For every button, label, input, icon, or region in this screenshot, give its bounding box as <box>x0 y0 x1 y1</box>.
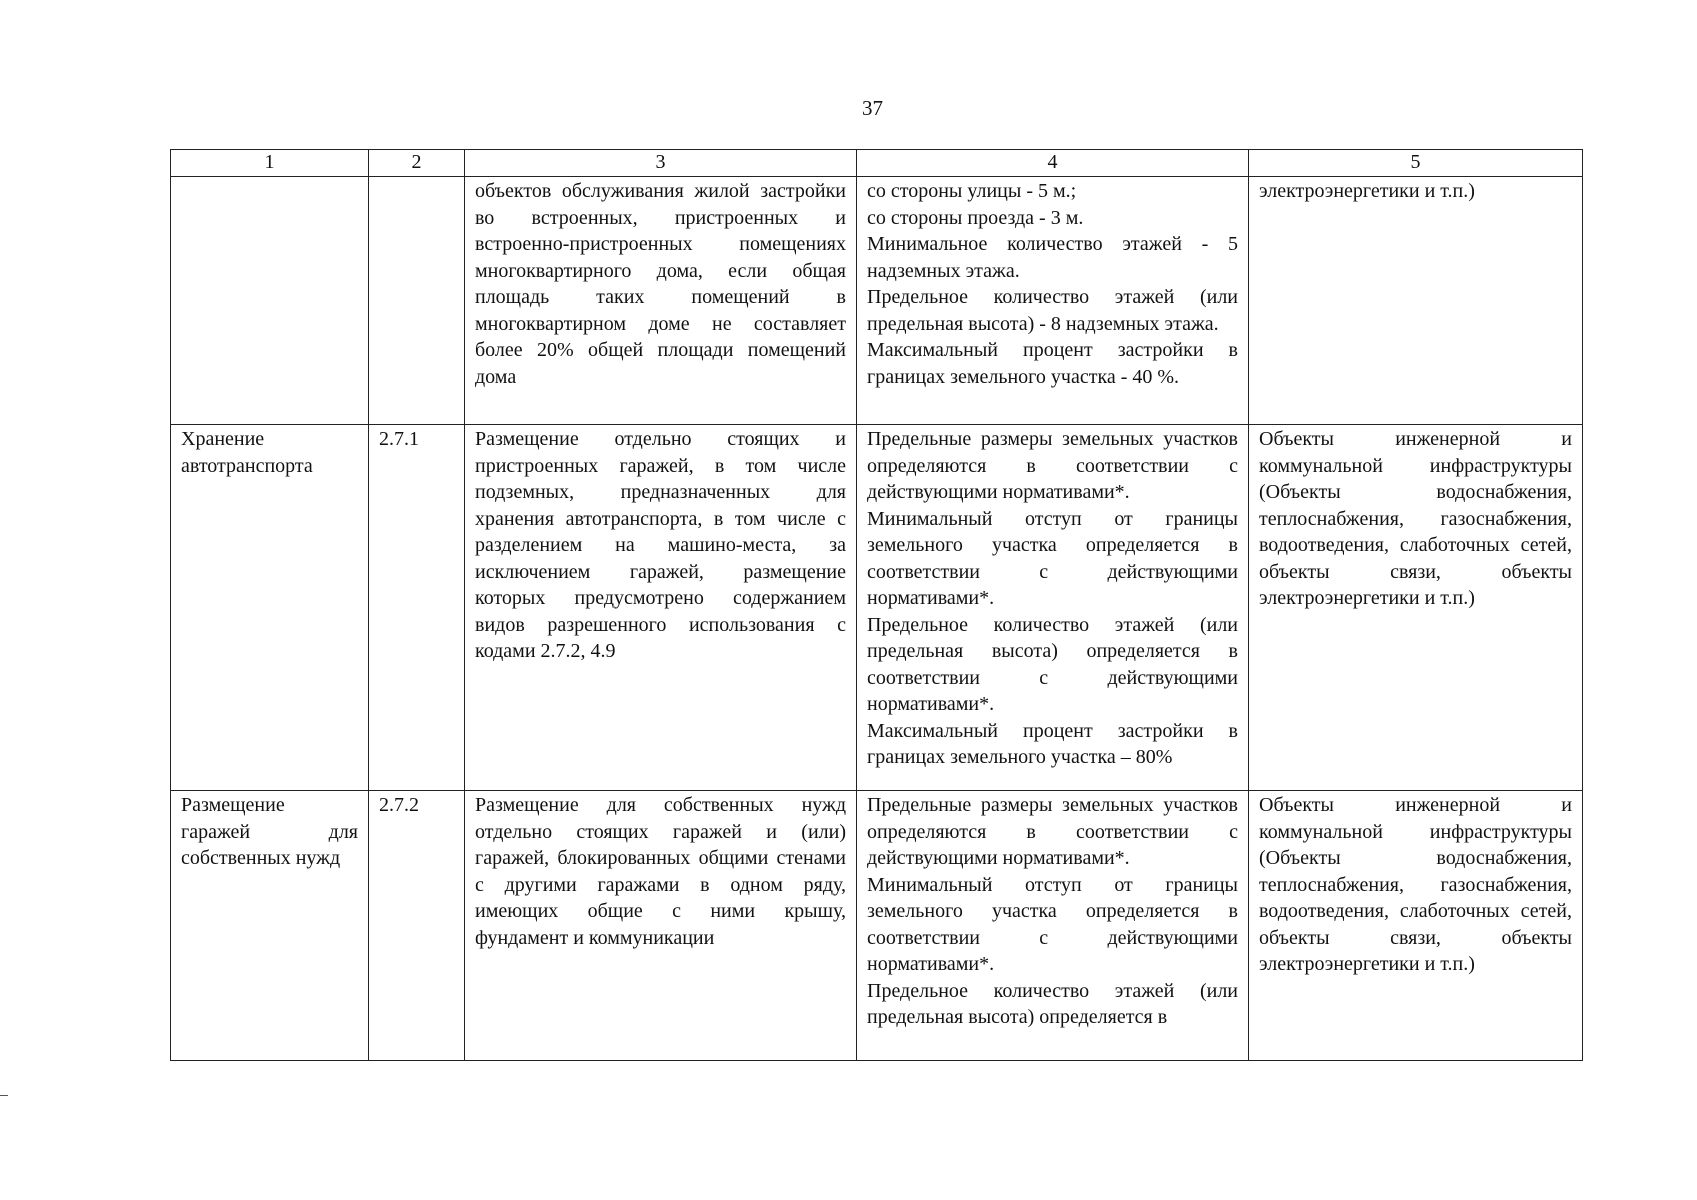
table-header-row <box>171 150 1583 177</box>
objects-text: электроэнергетики и т.п.) <box>1259 180 1475 202</box>
parameters-cell <box>857 425 1249 791</box>
use-description: объектов обслуживания жилой застройки во встроенных, пристроенных и встроенно-пристроенных помещениях многоквартирного дома, если общая площадь таких помещений в многоквартирном доме не составляет более 20% общей площади помещений дома <box>475 180 846 388</box>
parameter-line: Предельное количество этажей (или предельная высота) определяется в <box>867 979 1238 1028</box>
use-code: 2.7.1 <box>379 428 419 450</box>
parameter-line: Предельное количество этажей (или предельная высота) определяется в соответствии с действующими нормативами*. <box>867 613 1238 715</box>
parameter-line: Предельные размеры земельных участков определяются в соответствии с действующими нормативами*. <box>867 428 1238 503</box>
use-description: Размещение для собственных нужд отдельно стоящих гаражей и (или) гаражей, блокированных общими стенами с другими гаражами в одном ряду, имеющих общие с ними крышу, фундамент и коммуникации <box>475 794 846 949</box>
parameter-line: Минимальное количество этажей - 5 надземных этажа. <box>867 233 1238 282</box>
parameters-cell <box>857 791 1249 1061</box>
use-code-cell <box>369 177 465 425</box>
use-description-cell <box>465 791 857 1061</box>
use-description-cell <box>465 177 857 425</box>
table-row <box>171 425 1583 791</box>
use-description: Размещение отдельно стоящих и пристроенных гаражей, в том числе подземных, предназначенных для хранения автотранспорта, в том числе с разделением на машино-места, за исключением гаражей, размещение которых предусмотрено содержанием видов разрешенного использования с кодами 2.7.2, 4.9 <box>475 428 846 662</box>
use-code-cell <box>369 425 465 791</box>
objects-cell <box>1249 425 1583 791</box>
column-header: 3 <box>465 150 857 177</box>
objects-cell <box>1249 791 1583 1061</box>
page-number: 37 <box>862 96 883 120</box>
parameter-line: Максимальный процент застройки в границах земельного участка - 40 %. <box>867 339 1238 388</box>
parameter-line: Максимальный процент застройки в границах земельного участка – 80% <box>867 719 1238 768</box>
use-name: Размещение гаражей для собственных нужд <box>181 794 358 869</box>
use-name-cell <box>171 425 369 791</box>
table-row <box>171 791 1583 1061</box>
column-header: 4 <box>857 150 1249 177</box>
table-row <box>171 177 1583 425</box>
parameter-line: со стороны улицы - 5 м.; <box>867 180 1077 202</box>
objects-cell <box>1249 177 1583 425</box>
parameter-line: Предельное количество этажей (или предельная высота) - 8 надземных этажа. <box>867 286 1238 335</box>
use-name-cell <box>171 791 369 1061</box>
objects-text: Объекты инженерной и коммунальной инфраструктуры (Объекты водоснабжения, теплоснабжения, газоснабжения, водоотведения, слаботочных сетей, объекты связи, объекты электроэнергетики и т.п.) <box>1259 794 1572 975</box>
use-name-cell <box>171 177 369 425</box>
parameters-cell <box>857 177 1249 425</box>
parameter-line: со стороны проезда - 3 м. <box>867 206 1084 229</box>
parameter-line: Минимальный отступ от границы земельного участка определяется в соответствии с действующими нормативами*. <box>867 507 1238 609</box>
objects-text: Объекты инженерной и коммунальной инфраструктуры (Объекты водоснабжения, теплоснабжения, газоснабжения, водоотведения, слаботочных сетей, объекты связи, объекты электроэнергетики и т.п.) <box>1259 428 1572 609</box>
column-header: 5 <box>1249 150 1583 177</box>
use-code-cell <box>369 791 465 1061</box>
parameter-line: Предельные размеры земельных участков определяются в соответствии с действующими нормативами*. <box>867 794 1238 869</box>
scan-edge-mark <box>0 1095 8 1096</box>
parameter-line: Минимальный отступ от границы земельного участка определяется в соответствии с действующими нормативами*. <box>867 873 1238 975</box>
column-header: 2 <box>369 150 465 177</box>
use-name: Хранение автотранспорта <box>181 428 313 477</box>
use-code: 2.7.2 <box>379 794 419 816</box>
regulations-table <box>170 149 1583 1061</box>
column-header: 1 <box>171 150 369 177</box>
use-description-cell <box>465 425 857 791</box>
